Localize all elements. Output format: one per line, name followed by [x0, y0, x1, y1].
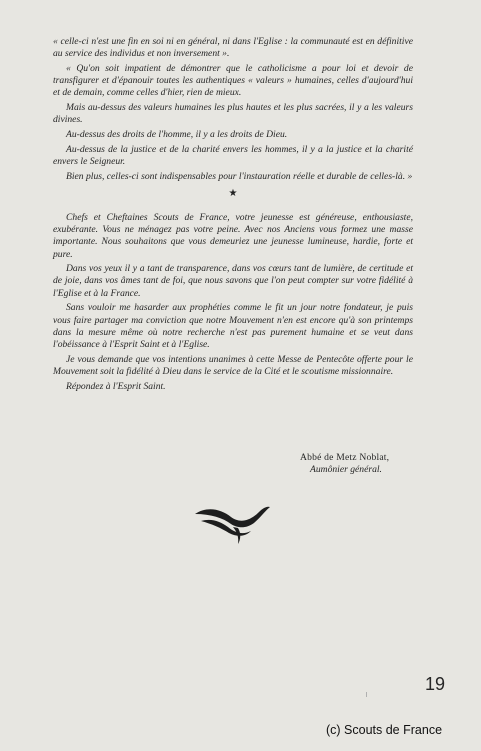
paragraph: Mais au-dessus des valeurs humaines les plus hautes et les plus sacrées, il y a les valeurs divines.	[53, 102, 413, 126]
paragraph: Chefs et Cheftaines Scouts de France, votre jeunesse est généreuse, enthousiaste, exubérante. Vous ne ménagez pas votre peine. Avec nos Anciens vous formez une masse importante. Nous souhaitons que vous demeuriez une jeunesse lumineuse, hardie, forte et pure.	[53, 211, 413, 260]
signature-title: Aumônier général.	[310, 464, 382, 476]
paragraph: Je vous demande que vos intentions unanimes à cette Messe de Pentecôte offerte pour le Mouvement soit la fidélité à Dieu dans le service de la Cité et le scoutisme missionnaire.	[53, 353, 413, 377]
star-separator: ★	[228, 187, 238, 199]
page-number: 19	[425, 674, 446, 694]
signature	[300, 452, 389, 476]
swash-ornament-icon	[193, 497, 273, 547]
paragraph: « celle-ci n'est une fin en soi ni en général, ni dans l'Eglise : la communauté est en définitive au service des individus et non inversement ».	[53, 36, 413, 60]
paragraph: « Qu'on soit impatient de démontrer que le catholicisme a pour loi et devoir de transfigurer et d'épanouir toutes les authentiques « valeurs » humaines, celles d'aujourd'hui et de demain, comme celles d'hier, rien de mieux.	[53, 62, 413, 99]
paragraph: Au-dessus de la justice et de la charité envers les hommes, il y a la justice et la charité envers le Seigneur.	[53, 143, 413, 167]
body-text	[53, 36, 413, 395]
paragraph: Au-dessus des droits de l'homme, il y a les droits de Dieu.	[66, 128, 288, 140]
print-mark	[366, 692, 367, 697]
copyright-watermark: (c) Scouts de France	[326, 723, 443, 737]
paragraph: Dans vos yeux il y a tant de transparence, dans vos cœurs tant de lumière, de certitude et de joie, dans vos âmes tant de foi, que nous savons que l'on peut compter sur votre fidélité à l'Eglise et à la France.	[53, 263, 413, 299]
paragraph: Répondez à l'Esprit Saint.	[66, 380, 166, 392]
paragraph: Sans vouloir me hasarder aux prophéties comme le fit un jour notre fondateur, je puis vous faire partager ma conviction que notre Mouvement n'en est encore qu'à son printemps dans la mesure même où notre recherche n'est pas purement humaine et se veut dans l'obéissance à l'Esprit Saint et à l'Eglise.	[53, 302, 413, 350]
signature-name: Abbé de Metz Noblat,	[300, 452, 390, 463]
paragraph: Bien plus, celles-ci sont indispensables pour l'instauration réelle et durable de celles-là. »	[66, 170, 413, 182]
